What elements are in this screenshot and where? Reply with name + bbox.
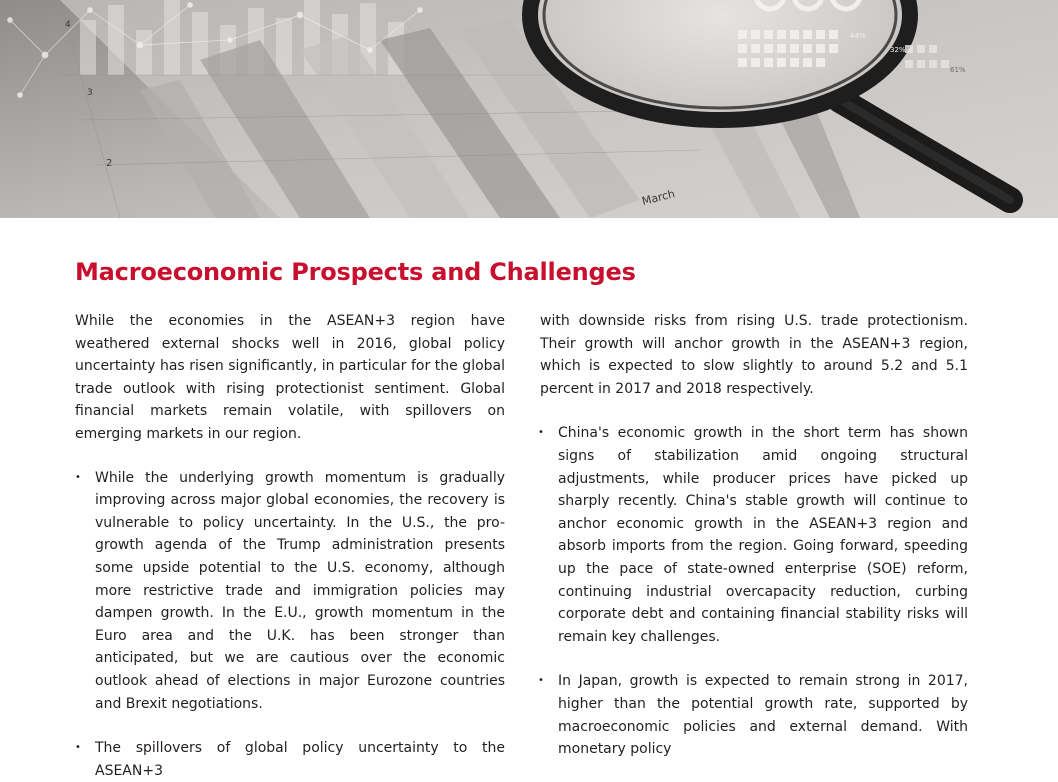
bullet-spillovers: • The spillovers of global policy uncertainty to the ASEAN+3 — [75, 737, 505, 782]
axis-label-2: 2 — [106, 158, 113, 169]
chart-magnifier-illustration — [0, 0, 1058, 218]
bullet-china: • China's economic growth in the short term has shown signs of stabilization amid ongoing structural adjustments, while producer prices have picked up sharply recently. China's stable growth will continue to anchor economic growth in the ASEAN+3 region and absorb imports from the region. Going forward, speeding up the pace of state-owned enterprise (SOE) reform, continuing industrial overcapacity reduction, curbing corporate debt and containing financial stability risks will remain key challenges. — [538, 422, 968, 648]
bullet-global-growth: • While the underlying growth momentum is gradually improving across major global economies, the recovery is vulnerable to policy uncertainty. In the U.S., the pro-growth agenda of the Trump administration presents some upside potential to the U.S. economy, although more restrictive trade and immigration policies may dampen growth. In the E.U., growth momentum in the Euro area and the U.K. has been stronger than anticipated, but we are cautious over the economic outlook ahead of elections in major Eurozone countries and Brexit negotiations. — [75, 467, 505, 716]
bullet-japan: • In Japan, growth is expected to remain strong in 2017, higher than the potential growth rate, supported by macroeconomic policies and external demand. With monetary policy — [538, 670, 968, 760]
month-label: March — [640, 187, 677, 208]
right-bullet-list — [538, 422, 968, 760]
percent-label-2: 32% — [890, 46, 906, 54]
intro-paragraph: While the economies in the ASEAN+3 region have weathered external shocks well in 2016, global policy uncertainty has risen significantly, in particular for the global trade outlook with rising protectionist sentiment. Global financial markets remain volatile, with spillovers on emerging markets in our region. — [75, 313, 505, 442]
left-column — [75, 310, 505, 782]
right-column — [538, 310, 968, 761]
percent-label-3: 61% — [950, 66, 966, 74]
axis-label-3: 3 — [87, 88, 93, 98]
left-bullet-list — [75, 467, 505, 782]
axis-label-4: 4 — [65, 20, 71, 30]
section-title: Macroeconomic Prospects and Challenges — [75, 258, 636, 286]
header-photo — [0, 0, 1058, 218]
percent-label-1: 44% — [850, 32, 866, 40]
continuation-paragraph: with downside risks from rising U.S. trade protectionism. Their growth will anchor growth in the ASEAN+3 region, which is expected to slow slightly to around 5.2 and 5.1 percent in 2017 and 2018 respectively. — [540, 313, 968, 397]
